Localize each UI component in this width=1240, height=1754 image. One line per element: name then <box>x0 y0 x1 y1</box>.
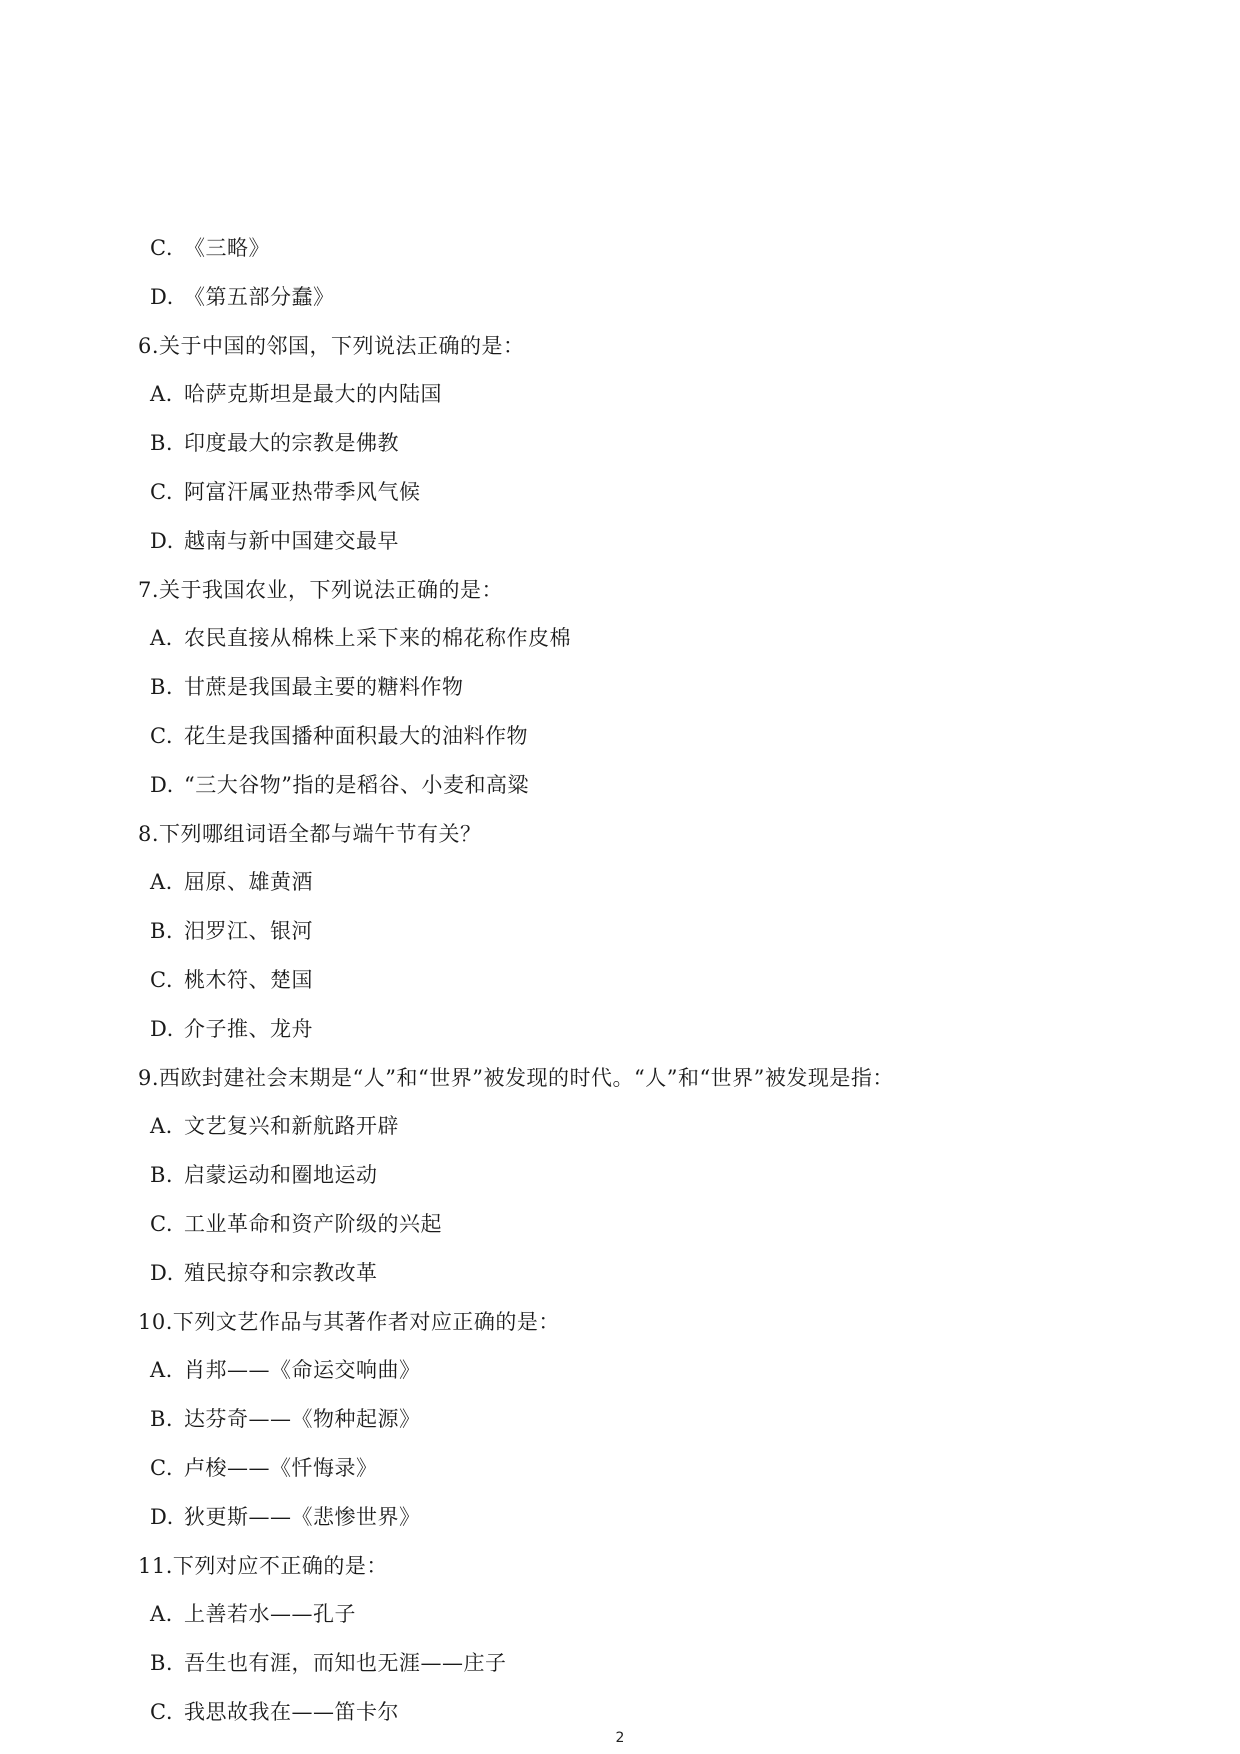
option-text: 殖民掠夺和宗教改革 <box>184 1260 378 1285</box>
option-text: 卢梭——《忏悔录》 <box>184 1455 378 1480</box>
answer-option <box>138 769 1138 818</box>
option-letter: D. <box>150 1260 174 1285</box>
option-letter: C. <box>150 723 173 748</box>
answer-option <box>138 671 1138 720</box>
answer-option <box>138 1257 1138 1306</box>
option-text: 花生是我国播种面积最大的油料作物 <box>184 723 528 748</box>
option-letter: C. <box>150 1211 173 1236</box>
option-text: 越南与新中国建交最早 <box>184 528 399 553</box>
option-letter: A. <box>150 626 173 651</box>
answer-option <box>138 622 1138 671</box>
answer-option <box>138 1110 1138 1159</box>
option-text: 启蒙运动和圈地运动 <box>184 1163 378 1188</box>
answer-option <box>138 1354 1138 1403</box>
answer-option <box>138 1501 1138 1550</box>
question-stem: 6.关于中国的邻国，下列说法正确的是： <box>138 333 525 358</box>
answer-option <box>138 866 1138 915</box>
option-text: 文艺复兴和新航路开辟 <box>184 1114 399 1139</box>
option-letter: C. <box>150 1699 173 1724</box>
option-text: 肖邦——《命运交响曲》 <box>184 1358 421 1383</box>
option-letter: C. <box>150 967 173 992</box>
option-letter: B. <box>150 1651 174 1676</box>
answer-option <box>138 1647 1138 1696</box>
option-text: 甘蔗是我国最主要的糖料作物 <box>184 675 464 700</box>
option-text: 介子推、龙舟 <box>184 1016 313 1041</box>
answer-option <box>138 378 1138 427</box>
answer-option <box>138 1159 1138 1208</box>
option-letter: D. <box>150 1504 174 1529</box>
option-text: 哈萨克斯坦是最大的内陆国 <box>184 382 442 407</box>
option-letter: A. <box>150 1602 173 1627</box>
option-text: 《第五部分蠢》 <box>184 284 335 309</box>
option-text: 吾生也有涯，而知也无涯——庄子 <box>184 1651 507 1676</box>
answer-option <box>138 1013 1138 1062</box>
option-text: 我思故我在——笛卡尔 <box>184 1699 399 1724</box>
answer-option <box>138 915 1138 964</box>
option-letter: A. <box>150 1358 173 1383</box>
option-text: 汨罗江、银河 <box>184 919 313 944</box>
option-letter: D. <box>150 528 174 553</box>
question-stem: 9.西欧封建社会末期是“人”和“世界”被发现的时代。“人”和“世界”被发现是指： <box>138 1065 894 1090</box>
answer-option <box>138 427 1138 476</box>
option-letter: D. <box>150 284 174 309</box>
option-letter: B. <box>150 1407 174 1432</box>
answer-option <box>138 1598 1138 1647</box>
option-text: 工业革命和资产阶级的兴起 <box>184 1211 442 1236</box>
question-stem: 10.下列文艺作品与其著作者对应正确的是： <box>138 1309 560 1334</box>
option-letter: C. <box>150 236 173 260</box>
option-text: 阿富汗属亚热带季风气候 <box>184 479 421 504</box>
option-text: 《三略》 <box>184 236 270 260</box>
option-text: 上善若水——孔子 <box>184 1602 356 1627</box>
option-letter: B. <box>150 675 174 700</box>
option-letter: B. <box>150 919 174 944</box>
option-letter: D. <box>150 1016 174 1041</box>
question-stem: 7.关于我国农业，下列说法正确的是： <box>138 577 504 602</box>
question-list <box>138 232 1138 1745</box>
option-letter: A. <box>150 870 173 895</box>
option-text: “三大谷物”指的是稻谷、小麦和高粱 <box>184 772 529 797</box>
option-letter: C. <box>150 479 173 504</box>
answer-option <box>138 720 1138 769</box>
question-stem: 11.下列对应不正确的是： <box>138 1553 388 1578</box>
option-text: 农民直接从棉株上采下来的棉花称作皮棉 <box>184 626 571 651</box>
answer-option <box>138 232 1138 281</box>
answer-option <box>138 525 1138 574</box>
option-text: 屈原、雄黄酒 <box>184 870 313 895</box>
answer-option <box>138 476 1138 525</box>
answer-option <box>138 964 1138 1013</box>
option-letter: B. <box>150 1163 174 1188</box>
option-letter: A. <box>150 382 173 407</box>
option-letter: D. <box>150 772 174 797</box>
answer-option <box>138 1403 1138 1452</box>
option-letter: A. <box>150 1114 173 1139</box>
option-text: 狄更斯——《悲惨世界》 <box>184 1504 421 1529</box>
option-text: 印度最大的宗教是佛教 <box>184 431 399 456</box>
page-number: 2 <box>615 1730 625 1746</box>
answer-option <box>138 1452 1138 1501</box>
option-letter: C. <box>150 1455 173 1480</box>
answer-option <box>138 281 1138 330</box>
option-text: 桃木符、楚国 <box>184 967 313 992</box>
option-letter: B. <box>150 431 174 456</box>
option-text: 达芬奇——《物种起源》 <box>184 1407 421 1432</box>
answer-option <box>138 1208 1138 1257</box>
question-stem: 8.下列哪组词语全都与端午节有关？ <box>138 821 482 846</box>
